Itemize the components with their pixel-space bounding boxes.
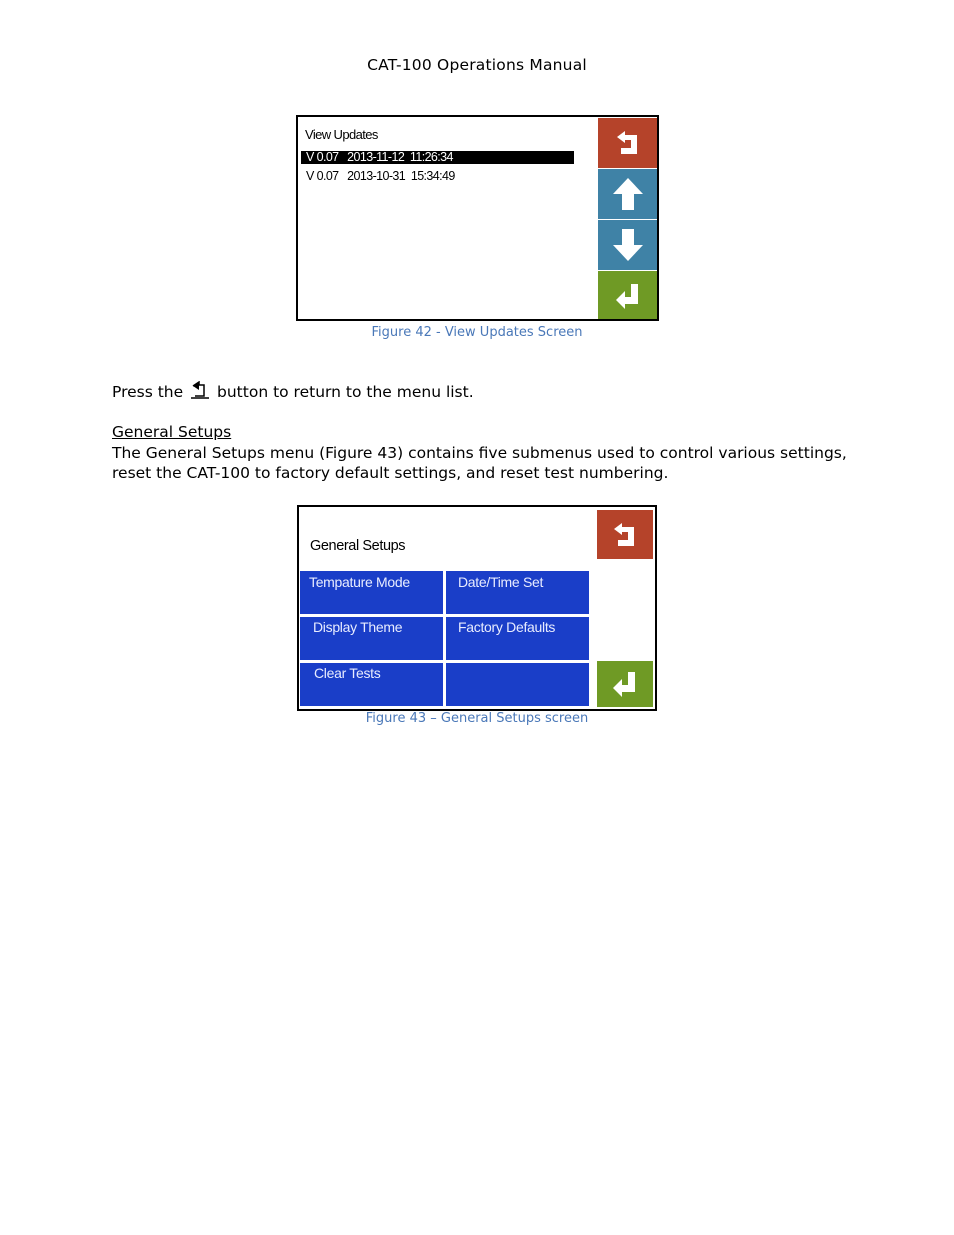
general-setups-heading: General Setups bbox=[112, 423, 232, 441]
return-arrow-icon bbox=[191, 381, 209, 404]
press-text-before: Press the bbox=[112, 383, 189, 401]
date-time-set-button[interactable]: Date/Time Set bbox=[446, 571, 589, 614]
figure-42-caption: Figure 42 - View Updates Screen bbox=[371, 325, 583, 340]
update-row-selected[interactable]: V 0.07 2013-11-12 11:26:34 bbox=[301, 151, 574, 164]
empty-grid-button bbox=[446, 663, 589, 706]
general-setups-body: The General Setups menu (Figure 43) contains five submenus used to control various settings, reset the CAT-100 to factory default settings, and reset test numbering. bbox=[112, 444, 847, 482]
screen-title: General Setups bbox=[310, 538, 406, 554]
general-setups-screen bbox=[297, 505, 657, 711]
page-header: CAT-100 Operations Manual bbox=[367, 56, 587, 74]
view-updates-screen bbox=[296, 115, 659, 321]
down-arrow-icon bbox=[612, 228, 644, 262]
display-theme-button[interactable]: Display Theme bbox=[300, 617, 443, 660]
scroll-up-button[interactable] bbox=[598, 169, 657, 219]
back-button[interactable] bbox=[598, 118, 657, 168]
factory-defaults-button[interactable]: Factory Defaults bbox=[446, 617, 589, 660]
back-button[interactable] bbox=[597, 510, 653, 559]
clear-tests-button[interactable]: Clear Tests bbox=[300, 663, 443, 706]
press-instruction bbox=[112, 381, 852, 404]
up-arrow-icon bbox=[612, 177, 644, 211]
enter-arrow-icon bbox=[614, 282, 642, 310]
update-row[interactable]: V 0.07 2013-10-31 15:34:49 bbox=[306, 169, 455, 183]
enter-button[interactable] bbox=[598, 271, 657, 321]
press-text-after: button to return to the menu list. bbox=[212, 383, 474, 401]
enter-arrow-icon bbox=[611, 670, 639, 698]
scroll-down-button[interactable] bbox=[598, 220, 657, 270]
enter-button[interactable] bbox=[597, 661, 653, 707]
screen-title: View Updates bbox=[305, 127, 378, 142]
back-arrow-icon bbox=[611, 521, 639, 549]
tempature-mode-button[interactable]: Tempature Mode bbox=[300, 571, 443, 614]
back-arrow-icon bbox=[614, 129, 642, 157]
figure-43-caption: Figure 43 – General Setups screen bbox=[365, 711, 589, 726]
